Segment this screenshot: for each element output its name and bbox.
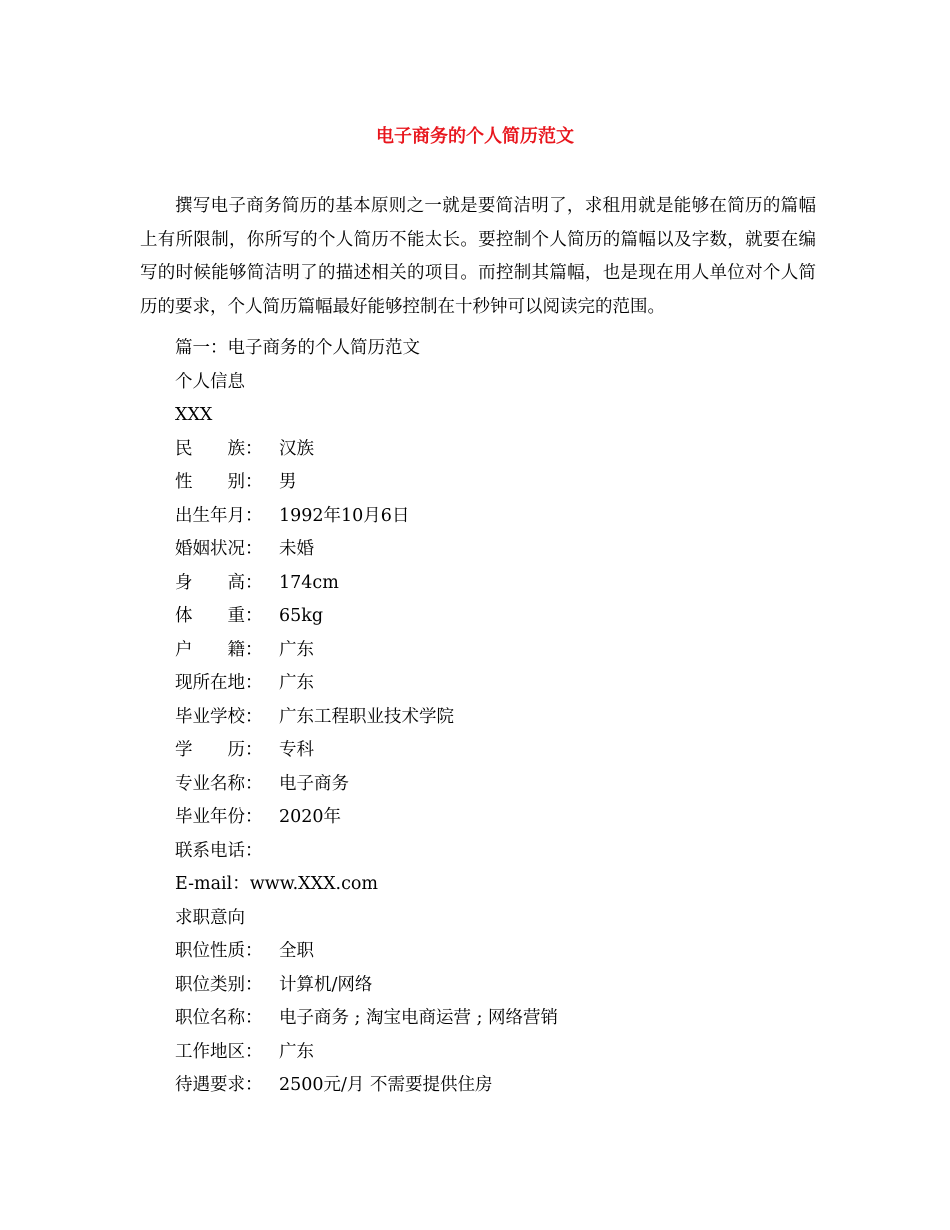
field-height	[175, 567, 815, 601]
article-heading	[175, 332, 815, 366]
email-text: E-mail：www.XXX.com	[175, 874, 379, 894]
section-personal-heading	[175, 366, 815, 400]
field-label: 体 重：	[175, 606, 263, 626]
field-phone	[175, 835, 815, 869]
field-label: 职位类别：	[175, 974, 263, 995]
field-label: 出生年月：	[175, 505, 263, 526]
field-value: 电子商务	[279, 773, 349, 794]
article-heading-text: 篇一：电子商务的个人简历范文	[175, 338, 420, 358]
field-label: 身 高：	[175, 572, 263, 593]
field-major	[175, 768, 815, 802]
resume-content	[175, 332, 815, 1103]
field-label: 职位名称：	[175, 1008, 263, 1028]
field-value: 65kg	[279, 606, 324, 626]
field-salary-expectation	[175, 1069, 815, 1103]
field-value: 未婚	[279, 539, 314, 559]
field-value: 广东	[279, 639, 314, 660]
field-label: 专业名称：	[175, 773, 263, 794]
field-work-region	[175, 1036, 815, 1070]
field-value: 174cm	[279, 572, 339, 593]
intro-paragraph: 撰写电子商务简历的基本原则之一就是要简洁明了，求租用就是能够在简历的篇幅上有所限制，你所写的个人简历不能太长。要控制个人简历的篇幅以及字数，就要在编写的时候能够简洁明了的描述相关的项目。而控制其篇幅，也是现在用人单位对个人简历的要求，个人简历篇幅最好能够控制在十秒钟可以阅读完的范围。	[140, 196, 816, 317]
field-weight	[175, 600, 815, 634]
field-value: 男	[279, 472, 297, 492]
field-current-location	[175, 667, 815, 701]
field-value: 全职	[279, 941, 314, 961]
field-job-title	[175, 1002, 815, 1036]
section-intent-text: 求职意向	[175, 907, 245, 928]
field-value: 电子商务 ; 淘宝电商运营 ; 网络营销	[279, 1008, 559, 1028]
field-label: 职位性质：	[175, 941, 263, 961]
field-ethnicity	[175, 433, 815, 467]
field-value: 广东工程职业技术学院	[279, 706, 454, 727]
field-label: 户 籍：	[175, 639, 263, 660]
field-value: 2020年	[279, 807, 342, 827]
field-value: 计算机/网络	[279, 974, 373, 995]
field-graduation-year	[175, 801, 815, 835]
field-value: 1992年10月6日	[279, 505, 410, 526]
field-label: 婚姻状况：	[175, 539, 263, 559]
field-label: 性 别：	[175, 472, 263, 492]
field-job-category	[175, 969, 815, 1003]
field-label: 学 历：	[175, 740, 263, 760]
phone-label: 联系电话：	[175, 840, 263, 861]
field-education	[175, 734, 815, 768]
field-marital-status	[175, 533, 815, 567]
name-line	[175, 399, 815, 433]
field-gender	[175, 466, 815, 500]
field-label: 工作地区：	[175, 1041, 263, 1062]
field-label: 毕业年份：	[175, 807, 263, 827]
field-label: 现所在地：	[175, 673, 263, 693]
field-value: 汉族	[279, 438, 314, 459]
field-household-registration	[175, 634, 815, 668]
field-value: 广东	[279, 1041, 314, 1062]
document-title: 电子商务的个人简历范文	[376, 126, 574, 147]
field-value: 专科	[279, 740, 314, 760]
field-label: 毕业学校：	[175, 706, 263, 727]
field-school	[175, 701, 815, 735]
section-personal-text: 个人信息	[175, 371, 245, 392]
section-intent-heading	[175, 902, 815, 936]
field-label: 民 族：	[175, 438, 263, 459]
field-value: 2500元/月 不需要提供住房	[279, 1075, 493, 1095]
name-text: XXX	[175, 405, 213, 425]
field-job-nature	[175, 935, 815, 969]
field-value: 广东	[279, 673, 314, 693]
field-label: 待遇要求：	[175, 1075, 263, 1095]
field-birth-date	[175, 500, 815, 534]
field-email	[175, 868, 815, 902]
